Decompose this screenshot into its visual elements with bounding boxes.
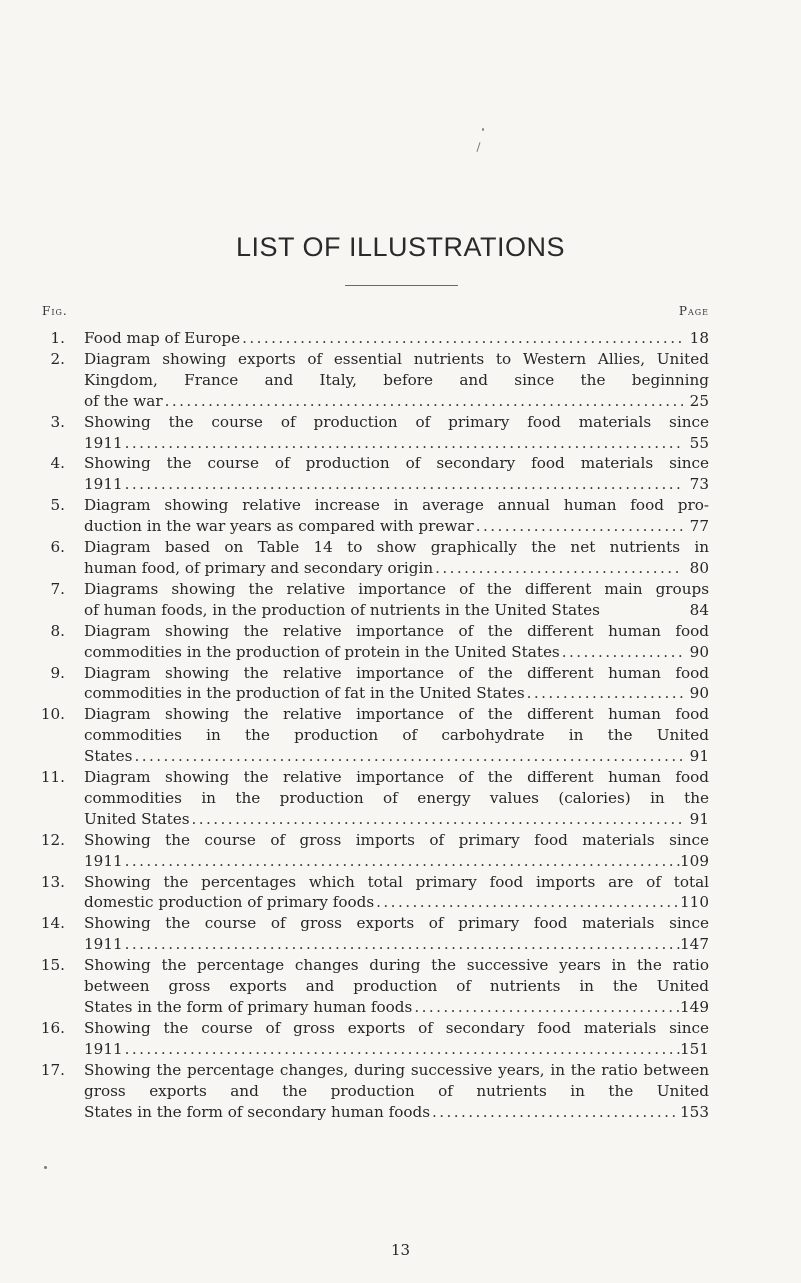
figure-number: 5. <box>50 496 65 515</box>
list-entry <box>38 621 709 663</box>
entry-caption-end: States <box>84 747 133 766</box>
page-ref: 110 <box>680 893 709 912</box>
entry-caption-lead: Diagrams showing the relative importance of the different main groups <box>84 579 709 598</box>
figure-number: 7. <box>50 579 65 598</box>
entry-caption-lead: Diagram showing the relative importance of the different human food <box>84 621 709 640</box>
figure-number: 6. <box>50 538 65 557</box>
page-ref: 91 <box>689 809 709 828</box>
entry-caption-end: duction in the war years as compared with prewar <box>84 517 474 536</box>
entry-caption-lead: Diagram showing the relative importance of the different human food commodities in the production of carbohydrate in the United <box>84 705 709 745</box>
figure-number: 11. <box>40 768 65 787</box>
figure-number: 9. <box>50 663 65 682</box>
paper-speck <box>44 1166 47 1169</box>
dot-leader <box>123 474 683 495</box>
dot-leader <box>560 642 683 663</box>
page-number: 13 <box>390 1241 411 1259</box>
entry-caption-lead: Diagram showing relative increase in average annual human food pro- <box>84 496 709 515</box>
entry-caption-end: commodities in the production of fat in the United States <box>84 684 525 703</box>
entry-caption-end: States in the form of secondary human foods <box>84 1102 430 1121</box>
list-entry <box>38 704 709 767</box>
dot-leader <box>123 433 683 454</box>
title-rule <box>345 285 458 286</box>
page-title: LIST OF ILLUSTRATIONS <box>235 232 566 262</box>
dot-leader <box>163 391 683 412</box>
dot-leader <box>433 558 683 579</box>
figure-number: 12. <box>40 830 65 849</box>
page-ref: 84 <box>689 600 709 619</box>
list-entry <box>38 955 709 1018</box>
dot-leader <box>374 892 680 913</box>
paper-speck <box>482 128 484 131</box>
entry-caption-end: 1911 <box>84 935 123 954</box>
entry-caption-lead: Showing the course of gross exports of secondary food materials since <box>84 1018 709 1037</box>
figure-number: 13. <box>40 872 65 891</box>
list-entry <box>38 830 709 872</box>
entry-caption-lead: Showing the course of production of secondary food materials since <box>84 454 709 473</box>
list-entry <box>38 767 709 830</box>
entry-caption-end: 1911 <box>84 851 123 870</box>
page-column-header: Page <box>678 304 709 318</box>
fig-column-header: Fig. <box>42 304 68 318</box>
dot-leader <box>474 516 683 537</box>
page-ref: 55 <box>689 433 709 452</box>
page-ref: 73 <box>689 475 709 494</box>
dot-leader <box>123 1039 680 1060</box>
page-ref: 25 <box>689 391 709 410</box>
entry-caption-end: United States <box>84 809 190 828</box>
entry-caption-lead: Showing the percentage changes, during successive years, in the ratio between gross exports and the production of nutrients in the United <box>84 1060 709 1100</box>
entry-caption-lead: Showing the course of gross exports of primary food materials since <box>84 914 709 933</box>
entry-caption-end: of the war <box>84 391 163 410</box>
entry-caption-end: 1911 <box>84 1039 123 1058</box>
list-entry <box>38 913 709 955</box>
entry-caption-lead: Showing the course of gross imports of primary food materials since <box>84 830 709 849</box>
entry-caption-end: States in the form of primary human foods <box>84 998 413 1016</box>
entry-caption-end: domestic production of primary foods <box>84 893 375 912</box>
figure-number: 1. <box>50 329 65 347</box>
illustrations-list <box>38 328 709 1122</box>
entry-caption-lead: Showing the course of production of primary food materials since <box>84 412 709 431</box>
list-entry <box>38 537 709 579</box>
dot-leader <box>123 934 680 955</box>
dot-leader <box>240 328 683 349</box>
page-ref: 153 <box>680 1102 709 1121</box>
dot-leader <box>525 683 683 704</box>
figure-number: 17. <box>40 1060 65 1079</box>
list-entry <box>38 579 709 621</box>
figure-number: 16. <box>40 1018 65 1037</box>
list-entry <box>38 872 709 914</box>
figure-number: 8. <box>50 621 65 640</box>
figure-number: 10. <box>40 705 65 724</box>
figure-number: 15. <box>40 956 65 975</box>
list-entry <box>38 1060 709 1123</box>
entry-caption-lead: Showing the percentages which total primary food imports are of total <box>84 872 709 891</box>
page-ref: 90 <box>689 684 709 703</box>
entry-caption-end: 1911 <box>84 433 123 452</box>
entry-caption-end: commodities in the production of protein in the United States <box>84 642 560 661</box>
entry-caption-lead: Diagram showing the relative importance of the different human food <box>84 663 709 682</box>
list-entry <box>38 349 709 412</box>
list-entry <box>38 663 709 705</box>
dot-leader <box>190 809 683 830</box>
figure-number: 14. <box>40 914 65 933</box>
list-entry <box>38 328 709 349</box>
entry-caption-end: human food, of primary and secondary origin <box>84 558 434 577</box>
entry-caption-end: 1911 <box>84 475 123 494</box>
dot-leader <box>132 746 683 767</box>
page-ref: 147 <box>680 935 709 954</box>
dot-leader <box>412 997 680 1018</box>
page-ref: 109 <box>680 851 709 870</box>
figure-number: 3. <box>50 412 65 431</box>
entry-caption-lead: Showing the percentage changes during the successive years in the ratio between gross exports and production of nutrients in the United <box>84 956 709 996</box>
page-ref: 91 <box>689 747 709 766</box>
page-ref: 149 <box>680 998 709 1016</box>
paper-speck <box>476 142 480 152</box>
figure-number: 4. <box>50 454 65 473</box>
page-ref: 151 <box>680 1039 709 1058</box>
entry-caption-lead: Diagram showing the relative importance of the different human food commodities in the production of energy values (calories) in the <box>84 768 709 807</box>
list-entry <box>38 1018 709 1060</box>
page-ref: 80 <box>689 558 709 577</box>
dot-leader <box>430 1102 680 1123</box>
page-ref: 18 <box>689 329 709 347</box>
figure-number: 2. <box>50 349 65 368</box>
list-entry <box>38 453 709 495</box>
list-entry <box>38 495 709 537</box>
entry-caption-end: of human foods, in the production of nutrients in the United States <box>84 600 600 619</box>
entry-caption-lead: Diagram based on Table 14 to show graphically the net nutrients in <box>84 538 709 557</box>
dot-leader <box>123 851 680 872</box>
page-ref: 77 <box>689 517 709 536</box>
page-ref: 90 <box>689 642 709 661</box>
list-entry <box>38 412 709 454</box>
entry-caption-end: Food map of Europe <box>84 329 241 347</box>
entry-caption-lead: Diagram showing exports of essential nutrients to Western Allies, United Kingdom, France and Italy, before and since the beginning <box>84 349 709 389</box>
